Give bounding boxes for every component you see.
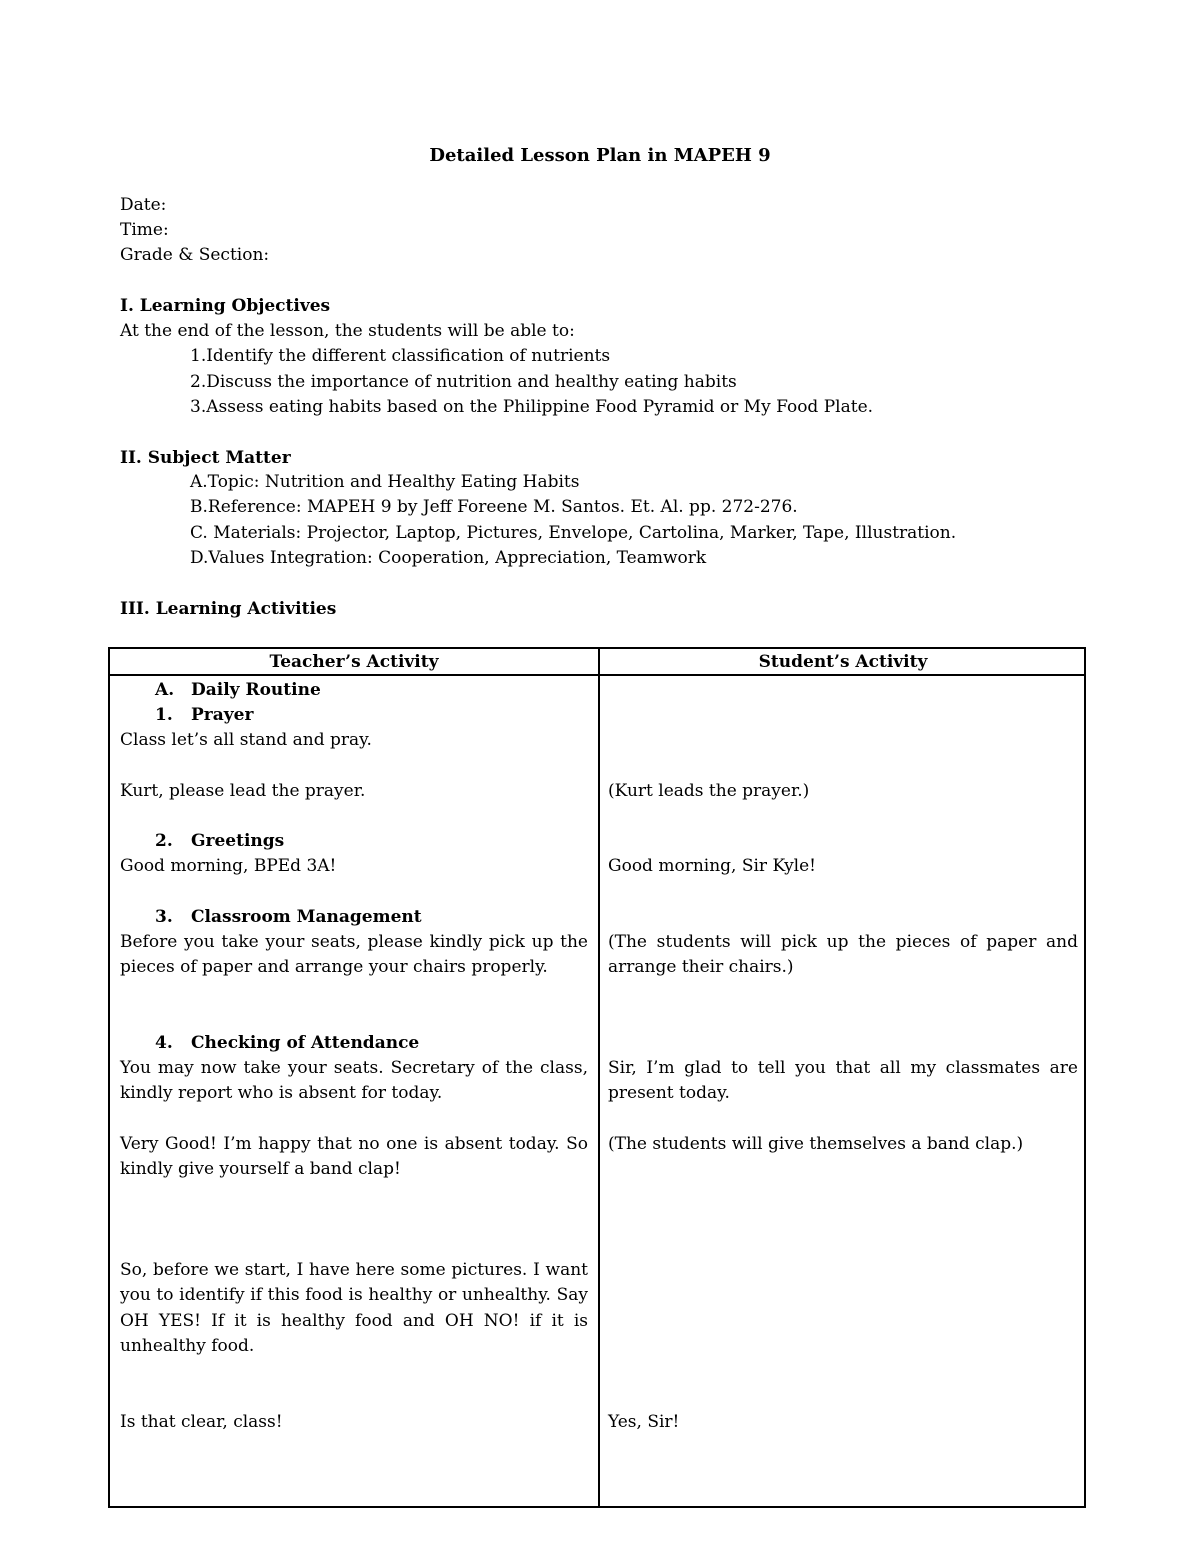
teacher-greeting: Good morning, BPEd 3A! xyxy=(120,856,337,876)
student-band-clap: (The students will give themselves a band clap.) xyxy=(608,1134,1024,1154)
activities-heading: III. Learning Activities xyxy=(120,599,337,619)
subsection-greetings: 2. Greetings xyxy=(155,831,285,851)
objective-item: 3.Assess eating habits based on the Philippine Food Pyramid or My Food Plate. xyxy=(190,397,874,417)
date-field: Date: xyxy=(120,195,167,215)
objectives-heading: I. Learning Objectives xyxy=(120,296,331,316)
objective-item: 1.Identify the different classification of nutrients xyxy=(190,346,611,366)
header-divider xyxy=(110,674,1084,676)
teacher-classroom-management: Before you take your seats, please kindly pick up the pieces of paper and arrange your chairs properly. xyxy=(120,932,588,978)
section-daily-routine: A. Daily Routine xyxy=(155,680,321,700)
document-title: Detailed Lesson Plan in MAPEH 9 xyxy=(429,145,771,166)
teacher-prayer-lead: Kurt, please lead the prayer. xyxy=(120,781,366,801)
teacher-attendance: You may now take your seats. Secretary of the class, kindly report who is absent for today. xyxy=(120,1058,588,1104)
subject-matter-item: C. Materials: Projector, Laptop, Pictures, Envelope, Cartolina, Marker, Tape, Illustration. xyxy=(190,523,957,543)
student-greeting: Good morning, Sir Kyle! xyxy=(608,856,817,876)
teacher-prayer-instruction: Class let’s all stand and pray. xyxy=(120,730,372,750)
column-divider xyxy=(598,649,600,1506)
student-attendance: Sir, I’m glad to tell you that all my classmates are present today. xyxy=(608,1058,1078,1104)
subsection-prayer: 1. Prayer xyxy=(155,705,254,725)
objective-item: 2.Discuss the importance of nutrition and healthy eating habits xyxy=(190,372,737,392)
student-column-header: Student’s Activity xyxy=(758,652,928,672)
teacher-pictures-instruction: So, before we start, I have here some pictures. I want you to identify if this food is healthy or unhealthy. Say OH YES! If it is healthy food and OH NO! if it is unhealthy food. xyxy=(120,1260,588,1356)
student-yes-sir: Yes, Sir! xyxy=(608,1412,680,1432)
subject-matter-item: D.Values Integration: Cooperation, Appreciation, Teamwork xyxy=(190,548,707,568)
teacher-column-header: Teacher’s Activity xyxy=(269,652,439,672)
objectives-intro: At the end of the lesson, the students will be able to: xyxy=(120,321,575,341)
student-classroom-management: (The students will pick up the pieces of paper and arrange their chairs.) xyxy=(608,932,1078,978)
activities-table xyxy=(108,647,1086,1508)
subject-matter-item: A.Topic: Nutrition and Healthy Eating Habits xyxy=(190,472,580,492)
subsection-classroom-management: 3. Classroom Management xyxy=(155,907,422,927)
subject-matter-heading: II. Subject Matter xyxy=(120,448,291,468)
teacher-very-good: Very Good! I’m happy that no one is absent today. So kindly give yourself a band clap! xyxy=(120,1134,588,1180)
time-field: Time: xyxy=(120,220,169,240)
student-prayer: (Kurt leads the prayer.) xyxy=(608,781,810,801)
subject-matter-item: B.Reference: MAPEH 9 by Jeff Foreene M. Santos. Et. Al. pp. 272-276. xyxy=(190,497,798,517)
teacher-is-that-clear: Is that clear, class! xyxy=(120,1412,283,1432)
subsection-checking-attendance: 4. Checking of Attendance xyxy=(155,1033,420,1053)
grade-section-field: Grade & Section: xyxy=(120,245,270,265)
